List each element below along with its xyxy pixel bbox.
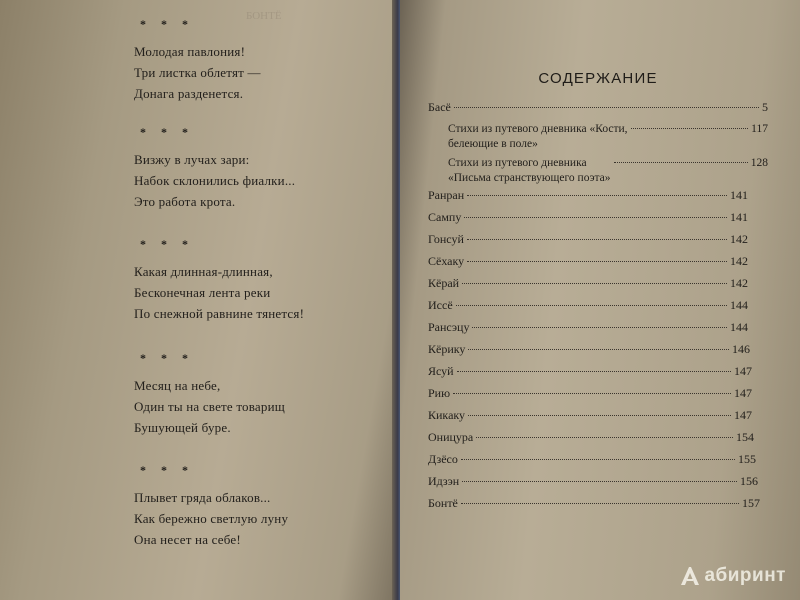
toc-entry-page: 154: [736, 430, 754, 444]
poem-separator: * * *: [140, 17, 194, 31]
dot-leader: [462, 283, 727, 284]
poem-line: Молодая павлония!: [134, 44, 246, 59]
toc-entry-label: Кикаку: [428, 408, 466, 422]
poem-line: Бесконечная лента реки: [134, 285, 271, 300]
toc-entry-label: Кёрику: [428, 342, 466, 356]
toc-entry-page: 142: [730, 276, 748, 290]
page-title: СОДЕРЖАНИЕ: [538, 70, 658, 87]
toc-entry-label-line: «Письма странствующего поэта»: [448, 172, 611, 184]
toc-entry-label: Дзёсо: [428, 452, 458, 466]
toc-entry-page: 5: [762, 100, 768, 114]
poem-line: Донага разденется.: [134, 86, 244, 101]
dot-leader: [468, 415, 731, 416]
poem: [134, 14, 261, 104]
dot-leader: [464, 217, 727, 218]
toc-entry: [428, 100, 768, 115]
toc-entry-page: 144: [730, 320, 748, 334]
toc-entry-page: 147: [734, 386, 752, 400]
toc-entry: [428, 188, 748, 203]
poem-line: Это работа крота.: [134, 194, 236, 209]
show-through-text: БОНТЁ: [246, 10, 282, 22]
toc-entry-label: Иссё: [428, 298, 453, 312]
toc-entry-label-line: Стихи из путевого дневника: [448, 157, 587, 169]
poem-separator: * * *: [140, 463, 194, 477]
toc-entry-label: Оницура: [428, 430, 474, 444]
dot-leader: [461, 503, 739, 504]
toc-entry-page: 141: [730, 210, 748, 224]
toc-entry-label: Рансэцу: [428, 320, 470, 334]
poem: [134, 460, 288, 550]
poem-line: Плывет гряда облаков...: [134, 490, 271, 505]
watermark-text: абиринт: [704, 565, 786, 586]
dot-leader: [476, 437, 733, 438]
toc-entry-label: Рию: [428, 386, 451, 400]
toc-entry: [428, 210, 748, 225]
poem-line: Бушующей буре.: [134, 420, 231, 435]
dot-leader: [467, 195, 727, 196]
toc-entry-label-line: Стихи из путевого дневника «Кости,: [448, 123, 628, 135]
toc-entry: [428, 364, 752, 379]
toc-entry-page: 142: [730, 254, 748, 268]
toc-entry-page: 155: [738, 452, 756, 466]
toc-entry: [428, 276, 748, 291]
poem: [134, 122, 295, 212]
toc-subentry: [448, 122, 768, 152]
dot-leader: [467, 261, 727, 262]
toc-entry-page: 156: [740, 474, 758, 488]
poem-line: По снежной равнине тянется!: [134, 306, 305, 321]
poem-line: Три листка облетят —: [134, 65, 261, 80]
toc-entry: [428, 254, 748, 269]
toc-entry-page: 144: [730, 298, 748, 312]
toc-subentry: [448, 156, 768, 186]
toc-entry-label: Ясуй: [428, 364, 454, 378]
poem-line: Как бережно светлую луну: [134, 511, 289, 526]
toc-entry: [428, 320, 748, 335]
poem-line: Она несет на себе!: [134, 532, 241, 547]
toc-entry-page: 128: [750, 157, 768, 169]
poem-line: Месяц на небе,: [134, 378, 221, 393]
toc-entry-label: Сёхаку: [428, 254, 465, 268]
dot-leader: [472, 327, 727, 328]
toc-entry-label: Басё: [428, 100, 451, 114]
poem-separator: * * *: [140, 351, 194, 365]
dot-leader: [454, 107, 759, 108]
toc-entry-label: Идзэн: [428, 474, 460, 488]
poem-line: Один ты на свете товарищ: [134, 399, 285, 414]
poem: [134, 348, 285, 438]
dot-leader: [453, 393, 731, 394]
toc-entry-label: Кёрай: [428, 276, 460, 290]
dot-leader: [631, 128, 749, 129]
toc-entry-page: 117: [751, 123, 768, 135]
labirint-logo-icon: [678, 564, 702, 588]
dot-leader: [456, 305, 727, 306]
poem: [134, 234, 304, 324]
toc-entry: [428, 386, 752, 401]
toc-entry-page: 142: [730, 232, 748, 246]
toc-entry-page: 157: [742, 496, 760, 510]
dot-leader: [467, 239, 727, 240]
toc-entry: [428, 408, 752, 423]
toc-entry: [428, 452, 756, 467]
toc-entry: [428, 430, 754, 445]
toc-entry: [428, 474, 758, 489]
dot-leader: [462, 481, 737, 482]
toc-entry-label: Сампу: [428, 210, 462, 224]
toc-entry-page: 146: [732, 342, 750, 356]
dot-leader: [614, 162, 748, 163]
poem-line: Набок склонились фиалки...: [134, 173, 296, 188]
poem-line: Какая длинная-длинная,: [134, 264, 273, 279]
poem-separator: * * *: [140, 125, 194, 139]
toc-entry-label: [448, 122, 628, 152]
left-page: [0, 0, 398, 600]
toc-entry-page: 147: [734, 364, 752, 378]
toc-entry: [428, 342, 750, 357]
toc-entry-label: Гонсуй: [428, 232, 464, 246]
toc-entry: [428, 232, 748, 247]
watermark-logo: [678, 564, 786, 588]
toc-entry-label: [448, 156, 611, 186]
poem-line: Визжу в лучах зари:: [134, 152, 250, 167]
toc-entry-page: 141: [730, 188, 748, 202]
dot-leader: [457, 371, 731, 372]
dot-leader: [468, 349, 729, 350]
toc-entry: [428, 298, 748, 313]
toc-entry-label: Бонтё: [428, 496, 458, 510]
toc-entry: [428, 496, 760, 511]
poem-separator: * * *: [140, 237, 194, 251]
toc-entry-label-line: белеющие в поле»: [448, 138, 538, 150]
toc-entry-page: 147: [734, 408, 752, 422]
dot-leader: [461, 459, 735, 460]
toc-entry-label: Ранран: [428, 188, 465, 202]
